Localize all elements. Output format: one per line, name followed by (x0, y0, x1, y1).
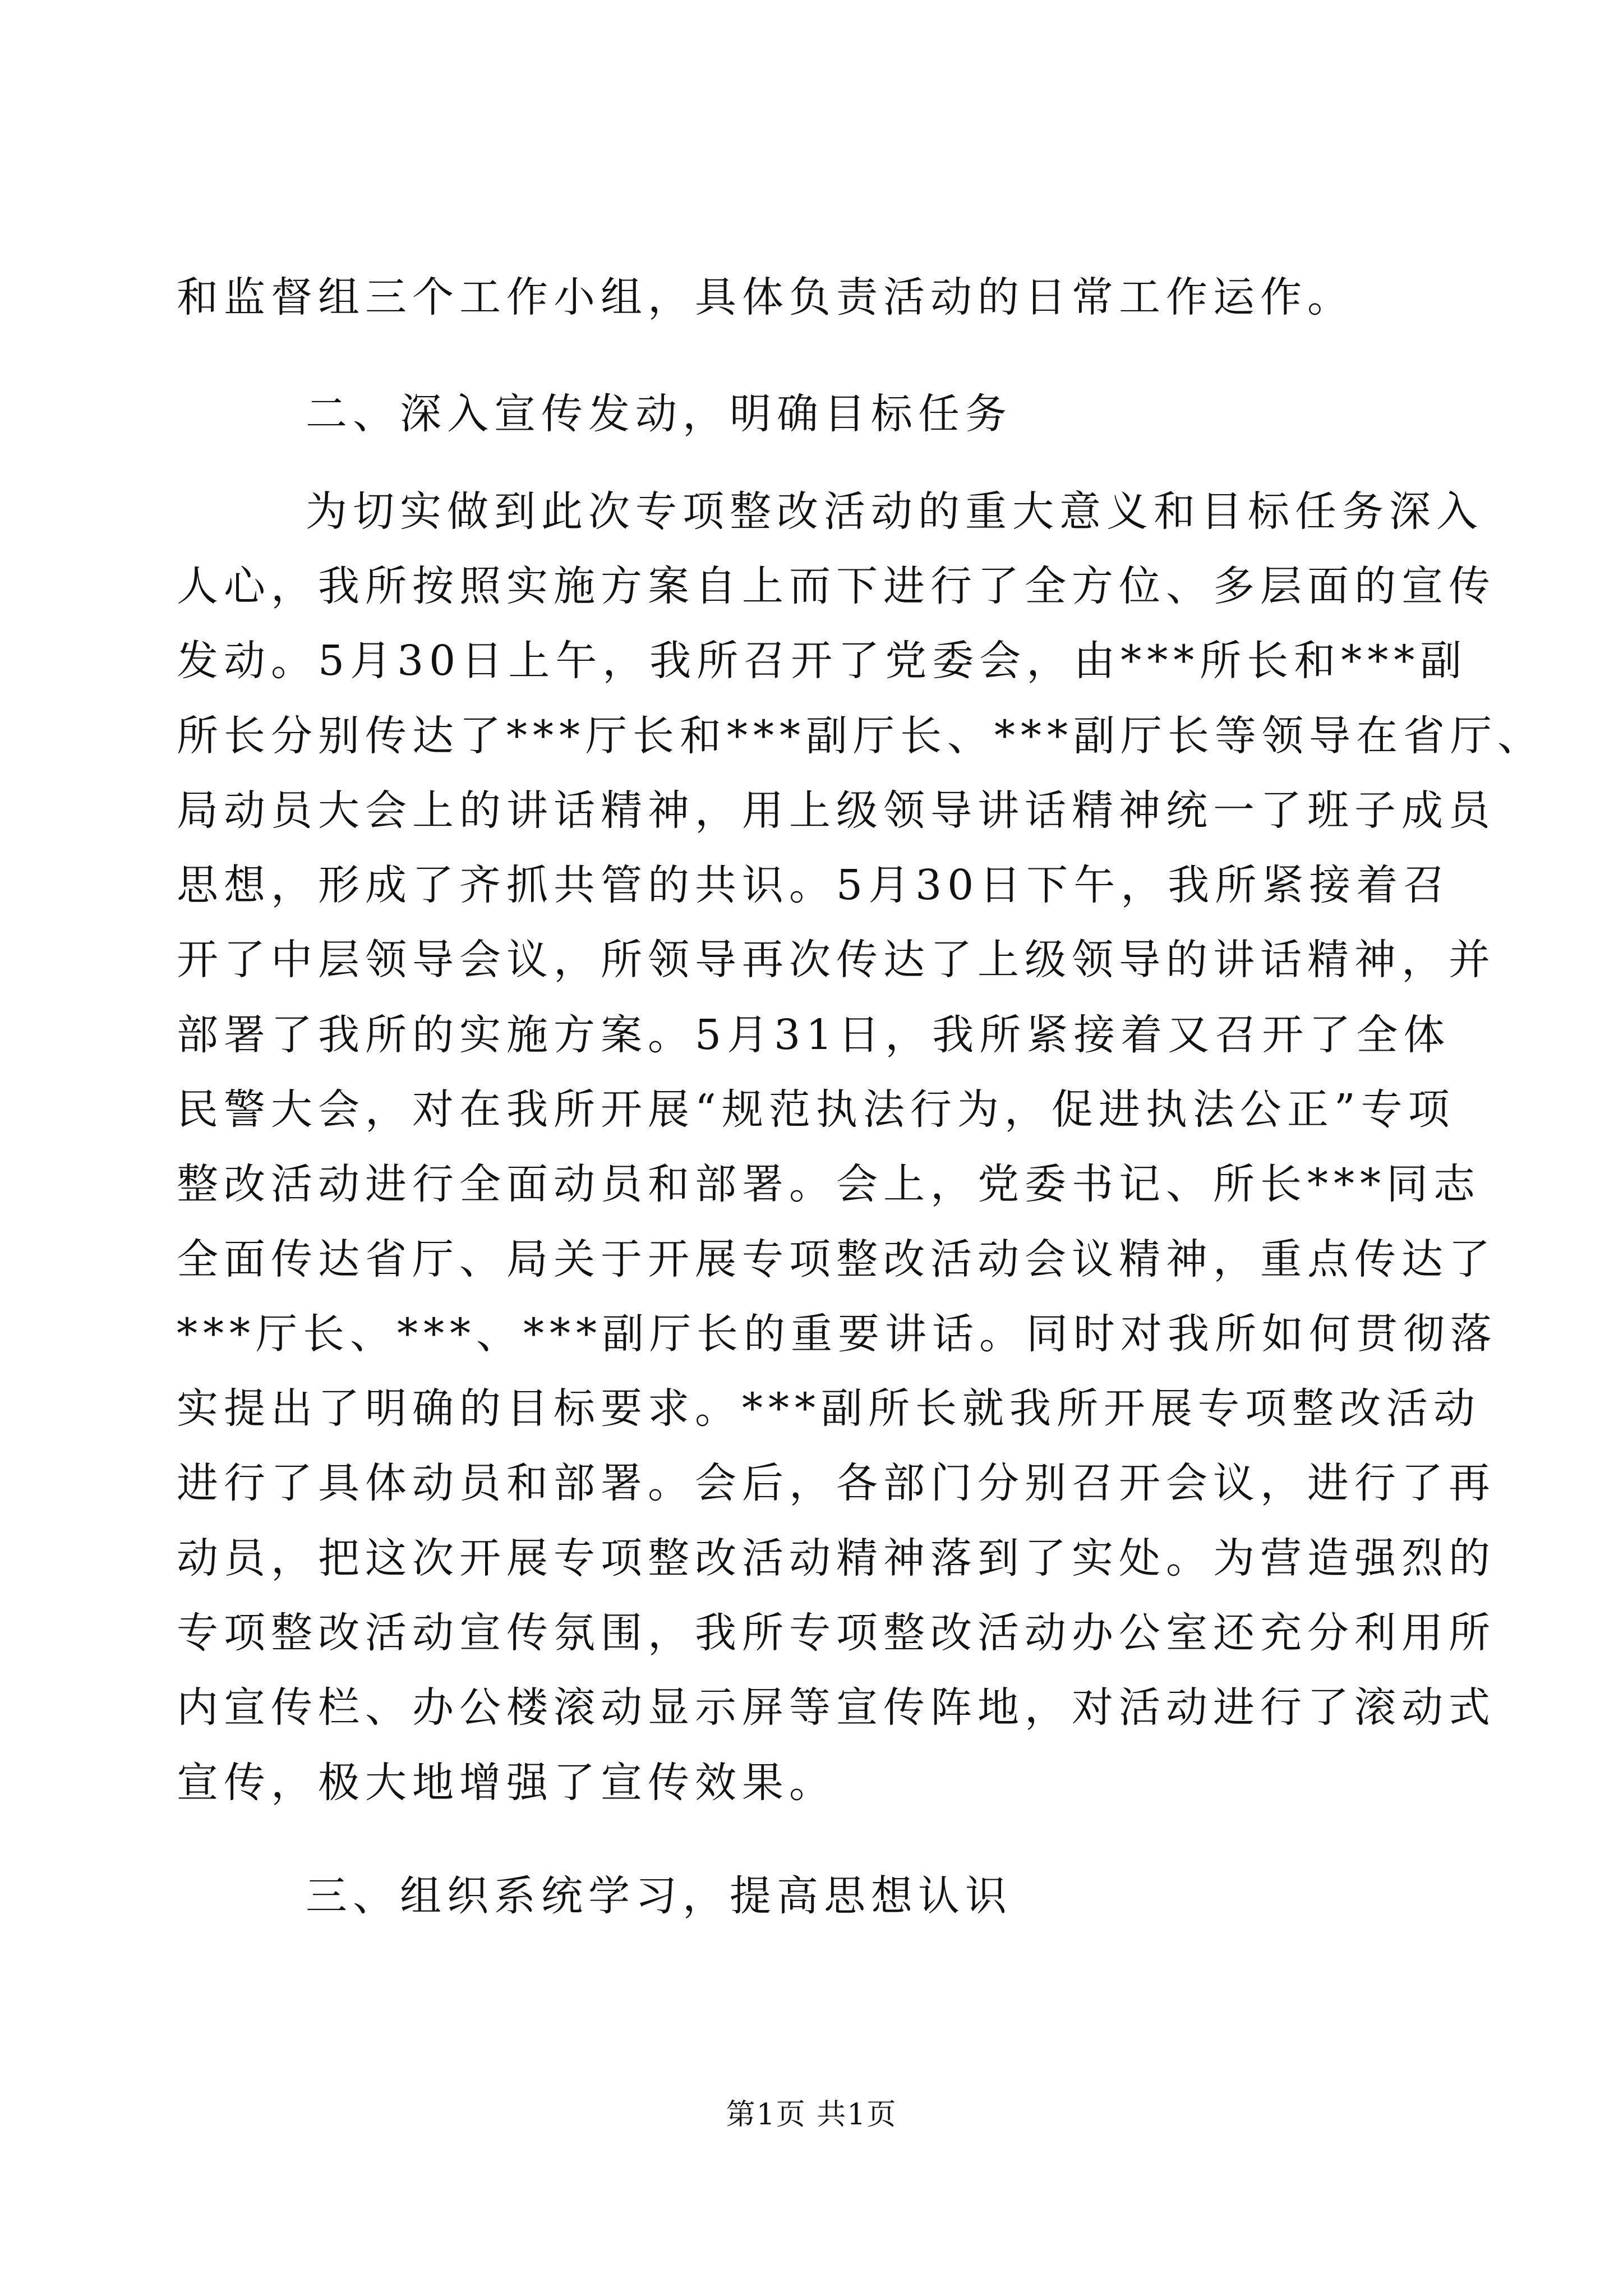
page-footer: 第1页 共1页 (726, 2098, 897, 2132)
text-line: 局动员大会上的讲话精神，用上级领导讲话精神统一了班子成员 (177, 786, 1496, 835)
text-line: 内宣传栏、办公楼滚动显示屏等宣传阵地，对活动进行了滚动式 (177, 1683, 1496, 1732)
text-line: 民警大会，对在我所开展“规范执法行为，促进执法公正”专项 (177, 1085, 1455, 1134)
text-line: 进行了具体动员和部署。会后，各部门分别召开会议，进行了再 (177, 1459, 1496, 1507)
text-line: 人心，我所按照实施方案自上而下进行了全方位、多层面的宣传 (177, 562, 1496, 610)
text-line: 发动。5月30日上午，我所召开了党委会，由***所长和***副 (177, 637, 1468, 685)
text-line: 宣传，极大地增强了宣传效果。 (177, 1759, 836, 1807)
text-line: 开了中层领导会议，所领导再次传达了上级领导的讲话精神，并 (177, 936, 1496, 984)
text-line: ***厅长、***、***副厅长的重要讲话。同时对我所如何贯彻落 (177, 1310, 1497, 1358)
text-line: 整改活动进行全面动员和部署。会上，党委书记、所长***同志 (177, 1160, 1481, 1208)
text-line: 为切实做到此次专项整改活动的重大意义和目标任务深入 (306, 487, 1483, 536)
text-line: 思想，形成了齐抓共管的共识。5月30日下午，我所紧接着召 (177, 861, 1451, 909)
text-line: 部署了我所的实施方案。5月31日，我所紧接着又召开了全体 (177, 1011, 1451, 1059)
text-line: 实提出了明确的目标要求。***副所长就我所开展专项整改活动 (177, 1384, 1481, 1433)
text-line: 动员，把这次开展专项整改活动精神落到了实处。为营造强烈的 (177, 1534, 1496, 1582)
section-heading: 二、深入宣传发动，明确目标任务 (306, 390, 1012, 438)
section-heading: 三、组织系统学习，提高思想认识 (306, 1872, 1012, 1920)
text-line: 和监督组三个工作小组，具体负责活动的日常工作运作。 (177, 273, 1354, 321)
text-line: 所长分别传达了***厅长和***副厅长、***副厅长等领导在省厅、 (177, 712, 1544, 760)
text-line: 专项整改活动宣传氛围，我所专项整改活动办公室还充分利用所 (177, 1609, 1496, 1657)
text-line: 全面传达省厅、局关于开展专项整改活动会议精神，重点传达了 (177, 1235, 1496, 1283)
